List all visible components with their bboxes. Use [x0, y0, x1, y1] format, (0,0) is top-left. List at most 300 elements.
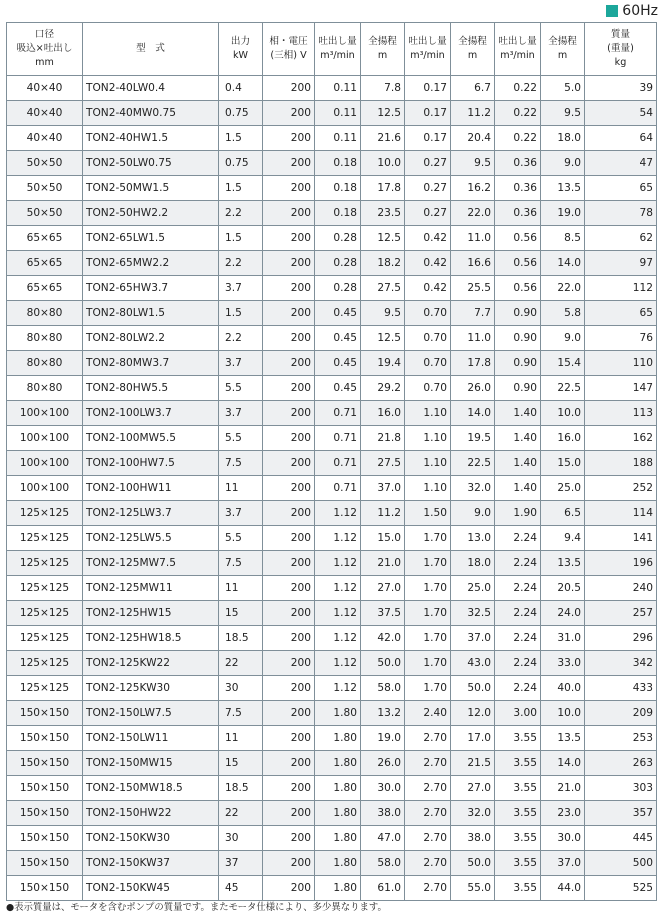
cell-discharge-1: 0.71 — [315, 426, 361, 451]
cell-head-1: 27.5 — [361, 451, 405, 476]
cell-discharge-2: 1.70 — [405, 576, 451, 601]
footnote: ●表示質量は、モータを含むポンプの質量です。またモータ仕様により、多少異なります。 — [6, 902, 387, 913]
cell-discharge-3: 3.55 — [495, 751, 541, 776]
table-row — [7, 551, 657, 576]
cell-head-3: 10.0 — [541, 701, 585, 726]
cell-discharge-3: 3.00 — [495, 701, 541, 726]
cell-head-3: 19.0 — [541, 201, 585, 226]
cell-voltage: 200 — [263, 776, 315, 801]
cell-bore: 150×150 — [7, 726, 83, 751]
cell-bore: 40×40 — [7, 76, 83, 101]
cell-bore: 150×150 — [7, 701, 83, 726]
cell-mass: 525 — [585, 876, 657, 901]
cell-bore: 125×125 — [7, 576, 83, 601]
cell-discharge-3: 0.90 — [495, 301, 541, 326]
cell-voltage: 200 — [263, 476, 315, 501]
cell-discharge-2: 1.70 — [405, 551, 451, 576]
table-row — [7, 726, 657, 751]
cell-head-1: 7.8 — [361, 76, 405, 101]
cell-voltage: 200 — [263, 801, 315, 826]
header-line: m — [467, 50, 478, 61]
cell-discharge-2: 1.10 — [405, 426, 451, 451]
cell-mass: 196 — [585, 551, 657, 576]
cell-voltage: 200 — [263, 451, 315, 476]
header-line: 全揚程 — [368, 36, 397, 47]
cell-head-2: 50.0 — [451, 676, 495, 701]
cell-model: TON2-65MW2.2 — [83, 251, 219, 276]
cell-discharge-3: 2.24 — [495, 526, 541, 551]
table-row — [7, 226, 657, 251]
cell-discharge-1: 1.80 — [315, 701, 361, 726]
cell-bore: 65×65 — [7, 226, 83, 251]
table-row — [7, 501, 657, 526]
cell-head-2: 20.4 — [451, 126, 495, 151]
table-row — [7, 76, 657, 101]
cell-mass: 39 — [585, 76, 657, 101]
cell-discharge-1: 1.12 — [315, 551, 361, 576]
header-discharge-3 — [495, 23, 541, 76]
cell-discharge-3: 3.55 — [495, 801, 541, 826]
cell-discharge-3: 0.56 — [495, 226, 541, 251]
cell-head-1: 17.8 — [361, 176, 405, 201]
cell-model: TON2-80LW1.5 — [83, 301, 219, 326]
frequency-label: 60Hz — [622, 3, 658, 19]
cell-bore: 125×125 — [7, 526, 83, 551]
cell-model: TON2-125LW5.5 — [83, 526, 219, 551]
cell-bore: 100×100 — [7, 451, 83, 476]
cell-discharge-2: 0.42 — [405, 251, 451, 276]
cell-voltage: 200 — [263, 351, 315, 376]
cell-head-3: 21.0 — [541, 776, 585, 801]
cell-discharge-2: 0.17 — [405, 76, 451, 101]
cell-output: 2.2 — [219, 251, 263, 276]
cell-bore: 125×125 — [7, 551, 83, 576]
cell-head-2: 50.0 — [451, 851, 495, 876]
cell-bore: 150×150 — [7, 776, 83, 801]
cell-head-3: 14.0 — [541, 251, 585, 276]
cell-head-2: 32.0 — [451, 801, 495, 826]
table-row — [7, 301, 657, 326]
cell-bore: 150×150 — [7, 801, 83, 826]
cell-model: TON2-80MW3.7 — [83, 351, 219, 376]
cell-output: 30 — [219, 826, 263, 851]
cell-discharge-3: 0.90 — [495, 351, 541, 376]
cell-discharge-1: 0.18 — [315, 151, 361, 176]
header-line: kg — [614, 57, 627, 68]
header-line: 質量 — [610, 29, 631, 40]
table-row — [7, 676, 657, 701]
cell-model: TON2-150KW45 — [83, 876, 219, 901]
cell-discharge-2: 1.70 — [405, 651, 451, 676]
cell-discharge-1: 1.80 — [315, 751, 361, 776]
cell-bore: 100×100 — [7, 401, 83, 426]
cell-output: 1.5 — [219, 126, 263, 151]
cell-discharge-2: 0.70 — [405, 301, 451, 326]
cell-output: 7.5 — [219, 451, 263, 476]
cell-bore: 150×150 — [7, 876, 83, 901]
cell-discharge-3: 1.40 — [495, 401, 541, 426]
cell-discharge-3: 2.24 — [495, 676, 541, 701]
header-head-3 — [541, 23, 585, 76]
cell-head-1: 47.0 — [361, 826, 405, 851]
cell-mass: 141 — [585, 526, 657, 551]
cell-discharge-1: 1.12 — [315, 626, 361, 651]
header-line: m — [377, 50, 388, 61]
cell-output: 18.5 — [219, 776, 263, 801]
table-row — [7, 851, 657, 876]
cell-head-2: 21.5 — [451, 751, 495, 776]
header-line: 吐出し量 — [498, 36, 537, 47]
cell-voltage: 200 — [263, 101, 315, 126]
cell-mass: 257 — [585, 601, 657, 626]
cell-voltage: 200 — [263, 226, 315, 251]
cell-discharge-3: 0.90 — [495, 326, 541, 351]
pump-spec-table — [6, 22, 657, 901]
cell-mass: 62 — [585, 226, 657, 251]
cell-voltage: 200 — [263, 851, 315, 876]
cell-head-2: 32.0 — [451, 476, 495, 501]
cell-discharge-3: 3.55 — [495, 776, 541, 801]
cell-head-3: 15.4 — [541, 351, 585, 376]
cell-discharge-1: 0.71 — [315, 476, 361, 501]
cell-discharge-3: 2.24 — [495, 576, 541, 601]
cell-head-2: 25.0 — [451, 576, 495, 601]
table-header-row — [7, 23, 657, 76]
cell-discharge-1: 0.11 — [315, 101, 361, 126]
cell-mass: 500 — [585, 851, 657, 876]
cell-head-3: 33.0 — [541, 651, 585, 676]
cell-voltage: 200 — [263, 676, 315, 701]
cell-model: TON2-50MW1.5 — [83, 176, 219, 201]
cell-output: 22 — [219, 801, 263, 826]
cell-discharge-3: 0.56 — [495, 251, 541, 276]
table-row — [7, 651, 657, 676]
cell-mass: 303 — [585, 776, 657, 801]
cell-head-1: 18.2 — [361, 251, 405, 276]
cell-model: TON2-100LW3.7 — [83, 401, 219, 426]
cell-discharge-3: 3.55 — [495, 826, 541, 851]
table-row — [7, 276, 657, 301]
cell-head-3: 22.0 — [541, 276, 585, 301]
table-row — [7, 451, 657, 476]
cell-head-2: 13.0 — [451, 526, 495, 551]
cell-discharge-3: 0.22 — [495, 76, 541, 101]
cell-voltage: 200 — [263, 551, 315, 576]
cell-head-2: 27.0 — [451, 776, 495, 801]
cell-head-3: 40.0 — [541, 676, 585, 701]
cell-output: 11 — [219, 726, 263, 751]
header-line: 全揚程 — [458, 36, 487, 47]
cell-mass: 110 — [585, 351, 657, 376]
cell-head-3: 14.0 — [541, 751, 585, 776]
cell-discharge-1: 1.80 — [315, 826, 361, 851]
table-row — [7, 151, 657, 176]
cell-model: TON2-50LW0.75 — [83, 151, 219, 176]
cell-mass: 65 — [585, 301, 657, 326]
cell-head-3: 9.4 — [541, 526, 585, 551]
cell-mass: 357 — [585, 801, 657, 826]
cell-output: 0.75 — [219, 151, 263, 176]
cell-model: TON2-100HW7.5 — [83, 451, 219, 476]
cell-discharge-2: 0.70 — [405, 326, 451, 351]
cell-voltage: 200 — [263, 876, 315, 901]
cell-discharge-2: 0.70 — [405, 351, 451, 376]
cell-discharge-1: 0.28 — [315, 251, 361, 276]
cell-bore: 100×100 — [7, 426, 83, 451]
header-mass — [585, 23, 657, 76]
cell-head-3: 16.0 — [541, 426, 585, 451]
cell-discharge-3: 3.55 — [495, 726, 541, 751]
cell-model: TON2-125MW7.5 — [83, 551, 219, 576]
cell-discharge-1: 1.12 — [315, 501, 361, 526]
table-row — [7, 826, 657, 851]
header-line: m — [557, 50, 568, 61]
cell-model: TON2-50HW2.2 — [83, 201, 219, 226]
cell-head-1: 19.4 — [361, 351, 405, 376]
cell-output: 18.5 — [219, 626, 263, 651]
header-voltage — [263, 23, 315, 76]
cell-voltage: 200 — [263, 76, 315, 101]
cell-head-3: 18.0 — [541, 126, 585, 151]
cell-discharge-2: 2.70 — [405, 726, 451, 751]
cell-bore: 80×80 — [7, 301, 83, 326]
cell-discharge-2: 0.42 — [405, 226, 451, 251]
table-row — [7, 876, 657, 901]
cell-output: 3.7 — [219, 276, 263, 301]
cell-discharge-2: 1.70 — [405, 526, 451, 551]
cell-head-2: 6.7 — [451, 76, 495, 101]
cell-head-2: 43.0 — [451, 651, 495, 676]
header-line: 出力 — [230, 36, 251, 47]
cell-discharge-2: 1.10 — [405, 451, 451, 476]
cell-mass: 188 — [585, 451, 657, 476]
cell-voltage: 200 — [263, 626, 315, 651]
cell-head-2: 22.5 — [451, 451, 495, 476]
cell-discharge-3: 0.36 — [495, 151, 541, 176]
cell-model: TON2-150LW7.5 — [83, 701, 219, 726]
cell-discharge-3: 0.36 — [495, 201, 541, 226]
cell-model: TON2-100MW5.5 — [83, 426, 219, 451]
cell-output: 2.2 — [219, 201, 263, 226]
cell-discharge-1: 0.45 — [315, 351, 361, 376]
cell-head-3: 25.0 — [541, 476, 585, 501]
cell-head-3: 6.5 — [541, 501, 585, 526]
cell-head-2: 18.0 — [451, 551, 495, 576]
cell-head-2: 16.2 — [451, 176, 495, 201]
header-line: 口径 — [34, 29, 55, 40]
cell-head-1: 9.5 — [361, 301, 405, 326]
cell-mass: 445 — [585, 826, 657, 851]
cell-output: 2.2 — [219, 326, 263, 351]
cell-head-1: 12.5 — [361, 101, 405, 126]
cell-output: 15 — [219, 751, 263, 776]
cell-mass: 65 — [585, 176, 657, 201]
cell-head-2: 38.0 — [451, 826, 495, 851]
cell-output: 7.5 — [219, 701, 263, 726]
header-line: m³/min — [500, 50, 535, 61]
cell-discharge-3: 3.55 — [495, 851, 541, 876]
cell-head-2: 16.6 — [451, 251, 495, 276]
cell-discharge-3: 1.90 — [495, 501, 541, 526]
cell-discharge-2: 1.10 — [405, 401, 451, 426]
cell-model: TON2-125KW30 — [83, 676, 219, 701]
header-line: mm — [35, 57, 54, 68]
cell-head-3: 8.5 — [541, 226, 585, 251]
table-row — [7, 326, 657, 351]
cell-head-1: 19.0 — [361, 726, 405, 751]
header-line: 全揚程 — [548, 36, 577, 47]
cell-discharge-2: 2.70 — [405, 751, 451, 776]
cell-output: 45 — [219, 876, 263, 901]
cell-model: TON2-150LW11 — [83, 726, 219, 751]
cell-discharge-1: 1.80 — [315, 851, 361, 876]
cell-model: TON2-80HW5.5 — [83, 376, 219, 401]
cell-head-3: 37.0 — [541, 851, 585, 876]
cell-discharge-2: 2.70 — [405, 876, 451, 901]
header-line: 吐出し量 — [408, 36, 447, 47]
cell-discharge-1: 1.80 — [315, 776, 361, 801]
cell-voltage: 200 — [263, 601, 315, 626]
cell-discharge-1: 0.11 — [315, 126, 361, 151]
cell-discharge-3: 0.22 — [495, 101, 541, 126]
cell-discharge-2: 2.70 — [405, 801, 451, 826]
table-body — [7, 76, 657, 901]
cell-voltage: 200 — [263, 326, 315, 351]
cell-voltage: 200 — [263, 251, 315, 276]
cell-output: 30 — [219, 676, 263, 701]
header-line: 吐出し量 — [318, 36, 357, 47]
cell-bore: 150×150 — [7, 851, 83, 876]
header-line: m³/min — [410, 50, 445, 61]
cell-discharge-1: 0.11 — [315, 76, 361, 101]
cell-discharge-2: 0.27 — [405, 176, 451, 201]
cell-head-1: 37.5 — [361, 601, 405, 626]
cell-head-1: 15.0 — [361, 526, 405, 551]
cell-output: 5.5 — [219, 426, 263, 451]
cell-bore: 50×50 — [7, 176, 83, 201]
cell-discharge-2: 1.70 — [405, 676, 451, 701]
cell-mass: 252 — [585, 476, 657, 501]
cell-output: 3.7 — [219, 501, 263, 526]
cell-discharge-1: 1.80 — [315, 801, 361, 826]
cell-head-2: 32.5 — [451, 601, 495, 626]
cell-voltage: 200 — [263, 176, 315, 201]
header-line: (三相) V — [270, 50, 307, 61]
header-line: kW — [232, 50, 249, 61]
cell-head-1: 13.2 — [361, 701, 405, 726]
header-line: m³/min — [320, 50, 355, 61]
cell-mass: 78 — [585, 201, 657, 226]
cell-mass: 433 — [585, 676, 657, 701]
cell-bore: 80×80 — [7, 326, 83, 351]
cell-model: TON2-125LW3.7 — [83, 501, 219, 526]
frequency-badge — [606, 3, 658, 19]
cell-model: TON2-150MW18.5 — [83, 776, 219, 801]
cell-head-1: 58.0 — [361, 851, 405, 876]
cell-head-3: 13.5 — [541, 551, 585, 576]
cell-mass: 113 — [585, 401, 657, 426]
cell-discharge-1: 1.80 — [315, 876, 361, 901]
cell-bore: 40×40 — [7, 126, 83, 151]
header-line: (重量) — [607, 43, 634, 54]
cell-head-3: 22.5 — [541, 376, 585, 401]
cell-discharge-1: 0.45 — [315, 376, 361, 401]
table-row — [7, 351, 657, 376]
cell-head-3: 15.0 — [541, 451, 585, 476]
cell-discharge-1: 1.12 — [315, 526, 361, 551]
cell-output: 11 — [219, 476, 263, 501]
cell-voltage: 200 — [263, 701, 315, 726]
cell-voltage: 200 — [263, 826, 315, 851]
cell-bore: 125×125 — [7, 626, 83, 651]
cell-head-1: 12.5 — [361, 226, 405, 251]
cell-bore: 65×65 — [7, 276, 83, 301]
cell-discharge-1: 0.45 — [315, 326, 361, 351]
cell-output: 0.4 — [219, 76, 263, 101]
cell-model: TON2-65LW1.5 — [83, 226, 219, 251]
cell-head-1: 38.0 — [361, 801, 405, 826]
cell-bore: 50×50 — [7, 201, 83, 226]
cell-head-2: 17.8 — [451, 351, 495, 376]
cell-discharge-1: 1.80 — [315, 726, 361, 751]
cell-discharge-3: 3.55 — [495, 876, 541, 901]
header-line: 吸込×吐出し — [16, 43, 73, 54]
cell-bore: 50×50 — [7, 151, 83, 176]
cell-discharge-2: 0.17 — [405, 126, 451, 151]
cell-discharge-2: 0.70 — [405, 376, 451, 401]
table-row — [7, 176, 657, 201]
header-head-2 — [451, 23, 495, 76]
cell-discharge-2: 0.27 — [405, 201, 451, 226]
cell-discharge-2: 1.10 — [405, 476, 451, 501]
cell-head-1: 50.0 — [361, 651, 405, 676]
cell-head-3: 9.0 — [541, 151, 585, 176]
cell-head-1: 21.8 — [361, 426, 405, 451]
cell-discharge-3: 2.24 — [495, 651, 541, 676]
table-row — [7, 401, 657, 426]
cell-head-2: 55.0 — [451, 876, 495, 901]
cell-head-1: 10.0 — [361, 151, 405, 176]
cell-head-1: 21.6 — [361, 126, 405, 151]
cell-head-1: 16.0 — [361, 401, 405, 426]
table-row — [7, 251, 657, 276]
cell-voltage: 200 — [263, 426, 315, 451]
cell-voltage: 200 — [263, 376, 315, 401]
cell-discharge-1: 1.12 — [315, 601, 361, 626]
cell-head-3: 13.5 — [541, 726, 585, 751]
cell-output: 37 — [219, 851, 263, 876]
cell-head-1: 26.0 — [361, 751, 405, 776]
cell-head-2: 9.5 — [451, 151, 495, 176]
cell-output: 3.7 — [219, 401, 263, 426]
cell-head-1: 30.0 — [361, 776, 405, 801]
cell-discharge-2: 2.70 — [405, 851, 451, 876]
cell-head-1: 61.0 — [361, 876, 405, 901]
cell-mass: 296 — [585, 626, 657, 651]
header-discharge-1 — [315, 23, 361, 76]
cell-discharge-2: 2.70 — [405, 776, 451, 801]
cell-output: 1.5 — [219, 176, 263, 201]
cell-output: 5.5 — [219, 376, 263, 401]
cell-discharge-1: 0.28 — [315, 276, 361, 301]
cell-head-2: 26.0 — [451, 376, 495, 401]
cell-bore: 100×100 — [7, 476, 83, 501]
cell-mass: 47 — [585, 151, 657, 176]
cell-model: TON2-125HW18.5 — [83, 626, 219, 651]
cell-head-1: 29.2 — [361, 376, 405, 401]
cell-discharge-2: 0.27 — [405, 151, 451, 176]
cell-head-2: 11.0 — [451, 226, 495, 251]
